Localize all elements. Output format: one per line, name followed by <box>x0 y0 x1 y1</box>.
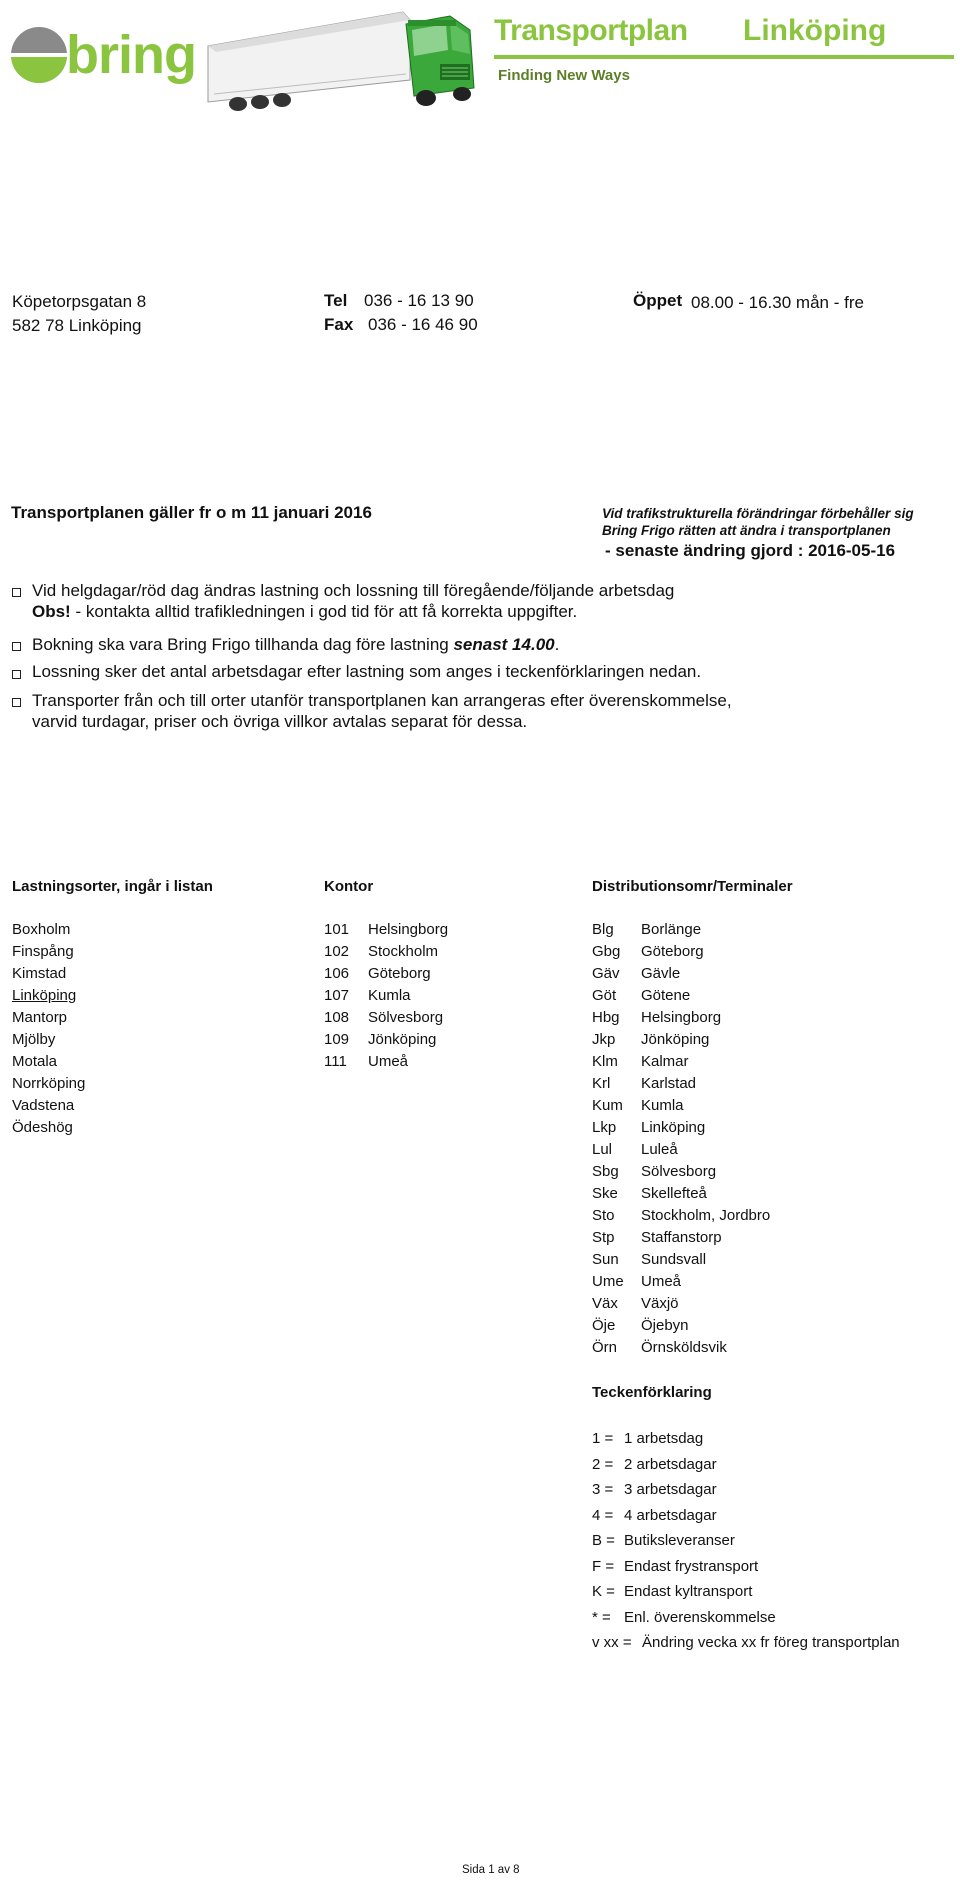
terminal-code: Sun <box>592 1251 619 1268</box>
loading-list <box>12 919 85 1139</box>
legend-key: v xx = <box>592 1634 632 1651</box>
terminal-name: Växjö <box>641 1295 679 1312</box>
legend-key: K = <box>592 1583 615 1600</box>
bullet-checkbox-icon <box>12 642 21 651</box>
terminal-code: Gbg <box>592 943 621 960</box>
address-postal: 582 78 Linköping <box>12 316 142 335</box>
terminal-row <box>592 1271 770 1293</box>
terminal-code: Jkp <box>592 1031 616 1048</box>
bullet-unloading: Lossning sker det antal arbetsdagar efter lastning som anges i teckenförklaringen nedan. <box>32 662 702 681</box>
terminal-row <box>592 1007 770 1029</box>
last-change: - senaste ändring gjord : 2016-05-16 <box>605 541 896 560</box>
bullet-holidays-line2 <box>32 601 674 622</box>
terminal-row <box>592 1337 770 1359</box>
obs-text: - kontakta alltid trafikledningen i god tid för att få korrekta uppgifter. <box>70 602 578 621</box>
terminal-code: Ume <box>592 1273 624 1290</box>
terminal-name: Kumla <box>641 1097 684 1114</box>
office-row <box>324 919 448 941</box>
bullet-checkbox-icon <box>12 670 21 679</box>
terminal-name: Örnsköldsvik <box>641 1339 727 1356</box>
terminal-code: Lul <box>592 1141 613 1158</box>
tel-number: 036 - 16 13 90 <box>364 291 474 310</box>
bullet-external <box>32 690 732 732</box>
office-code: 107 <box>324 987 350 1004</box>
terminal-row <box>592 919 770 941</box>
terminal-row <box>592 1205 770 1227</box>
office-name: Sölvesborg <box>368 1009 444 1026</box>
address-street: Köpetorpsgatan 8 <box>12 292 147 311</box>
terminal-name: Helsingborg <box>641 1009 722 1026</box>
terminal-name: Umeå <box>641 1273 682 1290</box>
terminal-row <box>592 1117 770 1139</box>
list-item: Kimstad <box>12 965 67 982</box>
terminal-row <box>592 941 770 963</box>
legend-row <box>592 1554 900 1580</box>
office-code: 109 <box>324 1031 350 1048</box>
list-item: Finspång <box>12 943 74 960</box>
terminal-row <box>592 1183 770 1205</box>
terminal-code: Blg <box>592 921 614 938</box>
legend-key: B = <box>592 1532 615 1549</box>
legend-key: 3 = <box>592 1481 614 1498</box>
offices-list <box>324 919 448 1073</box>
bullet-holidays-line1: Vid helgdagar/röd dag ändras lastning och lossning till föregående/följande arbetsdag <box>32 581 675 600</box>
legend-value: 4 arbetsdagar <box>624 1506 717 1524</box>
legend-value: Enl. överenskommelse <box>624 1608 776 1626</box>
terminal-code: Krl <box>592 1075 611 1092</box>
terminal-name: Linköping <box>641 1119 706 1136</box>
office-name: Helsingborg <box>368 921 449 938</box>
list-item-current: Linköping <box>12 987 77 1004</box>
terminal-code: Stp <box>592 1229 615 1246</box>
truck-illustration <box>178 6 483 118</box>
office-code: 101 <box>324 921 350 938</box>
terminal-row <box>592 1293 770 1315</box>
document-title: Transportplan <box>494 14 688 47</box>
terminal-name: Karlstad <box>641 1075 697 1092</box>
terminal-code: Ske <box>592 1185 618 1202</box>
office-code: 102 <box>324 943 350 960</box>
tagline: Finding New Ways <box>498 67 630 84</box>
list-item: Motala <box>12 1053 58 1070</box>
legend-value: Endast kyltransport <box>624 1583 753 1600</box>
bullet-external-line1: Transporter från och till orter utanför transportplanen kan arrangeras efter överenskommelse, <box>32 691 732 710</box>
legend-key: F = <box>592 1557 615 1575</box>
bullet-booking <box>32 634 559 655</box>
terminal-name: Skellefteå <box>641 1185 707 1202</box>
office-name: Göteborg <box>368 965 431 982</box>
legend-key: 1 = <box>592 1430 614 1447</box>
legend-value: Ändring vecka xx fr föreg transportplan <box>642 1634 900 1651</box>
list-item: Norrköping <box>12 1075 86 1092</box>
office-name: Kumla <box>368 987 411 1004</box>
booking-text: Bokning ska vara Bring Frigo tillhanda dag före lastning <box>32 635 454 654</box>
office-name: Umeå <box>368 1053 409 1070</box>
terminal-name: Gävle <box>641 965 681 982</box>
list-item: Vadstena <box>12 1097 75 1114</box>
bring-logo <box>6 18 196 88</box>
bullet-checkbox-icon <box>12 588 21 597</box>
document-city: Linköping <box>743 14 887 47</box>
office-row <box>324 985 448 1007</box>
terminal-name: Jönköping <box>641 1031 710 1048</box>
terminal-row <box>592 963 770 985</box>
terminal-name: Götene <box>641 987 691 1004</box>
terminal-row <box>592 1161 770 1183</box>
terminal-name: Stockholm, Jordbro <box>641 1207 771 1224</box>
legend-key: * = <box>592 1608 611 1626</box>
terminal-code: Gäv <box>592 965 620 982</box>
bullet-checkbox-icon <box>12 698 21 707</box>
booking-tail: . <box>554 635 560 654</box>
legend-value: 2 arbetsdagar <box>624 1455 717 1473</box>
list-item: Boxholm <box>12 921 71 938</box>
bullet-holidays <box>32 580 674 622</box>
terminal-row <box>592 1249 770 1271</box>
open-hours: 08.00 - 16.30 mån - fre <box>691 293 864 312</box>
terminal-code: Göt <box>592 987 617 1004</box>
list-item: Mjölby <box>12 1031 56 1048</box>
terminal-code: Sto <box>592 1207 615 1224</box>
brand-wordmark: bring <box>66 25 196 85</box>
obs-label: Obs! <box>32 602 71 621</box>
legend-list <box>592 1426 900 1656</box>
terminal-code: Klm <box>592 1053 618 1070</box>
legend-value: 1 arbetsdag <box>624 1430 704 1447</box>
change-note-line1: Vid trafikstrukturella förändringar förbehåller sig <box>602 506 914 521</box>
office-row <box>324 1007 448 1029</box>
terminal-code: Sbg <box>592 1163 619 1180</box>
valid-from: Transportplanen gäller fr o m 11 januari 2016 <box>11 503 372 522</box>
office-row <box>324 1051 448 1073</box>
change-note-line2: Bring Frigo rätten att ändra i transportplanen <box>602 523 891 538</box>
terminal-name: Borlänge <box>641 921 702 938</box>
terminal-row <box>592 1029 770 1051</box>
terminal-name: Göteborg <box>641 943 704 960</box>
office-name: Jönköping <box>368 1031 437 1048</box>
legend-key: 2 = <box>592 1455 614 1473</box>
terminal-code: Öje <box>592 1317 616 1334</box>
legend-row <box>592 1630 900 1656</box>
page-number: Sida 1 av 8 <box>462 1864 520 1876</box>
office-code: 106 <box>324 965 350 982</box>
offices-heading: Kontor <box>324 878 374 895</box>
legend-row <box>592 1579 900 1605</box>
terminal-row <box>592 1139 770 1161</box>
terminal-name: Sundsvall <box>641 1251 707 1268</box>
legend-value: 3 arbetsdagar <box>624 1481 717 1498</box>
bullet-external-line2: varvid turdagar, priser och övriga villkor avtalas separat för dessa. <box>32 712 528 731</box>
loading-heading: Lastningsorter, ingår i listan <box>12 878 213 895</box>
header-rule <box>494 55 954 59</box>
fax-label: Fax <box>324 315 354 334</box>
terminal-code: Örn <box>592 1339 618 1356</box>
office-name: Stockholm <box>368 943 439 960</box>
office-code: 111 <box>324 1053 347 1070</box>
legend-row <box>592 1503 900 1529</box>
terminal-row <box>592 985 770 1007</box>
legend-heading: Teckenförklaring <box>592 1384 712 1401</box>
terminal-name: Staffanstorp <box>641 1229 722 1246</box>
terminal-row <box>592 1073 770 1095</box>
booking-deadline: senast 14.00 <box>453 635 555 654</box>
list-item: Mantorp <box>12 1009 68 1026</box>
terminal-code: Kum <box>592 1097 623 1114</box>
legend-row <box>592 1426 900 1452</box>
terminal-code: Lkp <box>592 1119 617 1136</box>
terminal-name: Sölvesborg <box>641 1163 717 1180</box>
terminals-heading: Distributionsomr/Terminaler <box>592 878 793 895</box>
terminal-name: Kalmar <box>641 1053 689 1070</box>
open-label: Öppet <box>633 291 683 310</box>
office-code: 108 <box>324 1009 350 1026</box>
fax-number: 036 - 16 46 90 <box>368 315 478 334</box>
terminal-name: Luleå <box>641 1141 678 1158</box>
legend-row <box>592 1605 900 1631</box>
terminal-row <box>592 1227 770 1249</box>
legend-key: 4 = <box>592 1506 614 1524</box>
terminal-row <box>592 1051 770 1073</box>
terminals-list <box>592 919 770 1359</box>
legend-row <box>592 1452 900 1478</box>
list-item: Ödeshög <box>12 1119 73 1136</box>
office-row <box>324 1029 448 1051</box>
terminal-row <box>592 1095 770 1117</box>
legend-row <box>592 1477 900 1503</box>
terminal-code: Väx <box>592 1295 618 1312</box>
terminal-row <box>592 1315 770 1337</box>
legend-value: Endast frystransport <box>624 1557 759 1575</box>
legend-value: Butiksleveranser <box>624 1532 735 1549</box>
terminal-name: Öjebyn <box>641 1317 689 1334</box>
office-row <box>324 963 448 985</box>
tel-label: Tel <box>324 291 348 310</box>
legend-row <box>592 1528 900 1554</box>
office-row <box>324 941 448 963</box>
terminal-code: Hbg <box>592 1009 620 1026</box>
